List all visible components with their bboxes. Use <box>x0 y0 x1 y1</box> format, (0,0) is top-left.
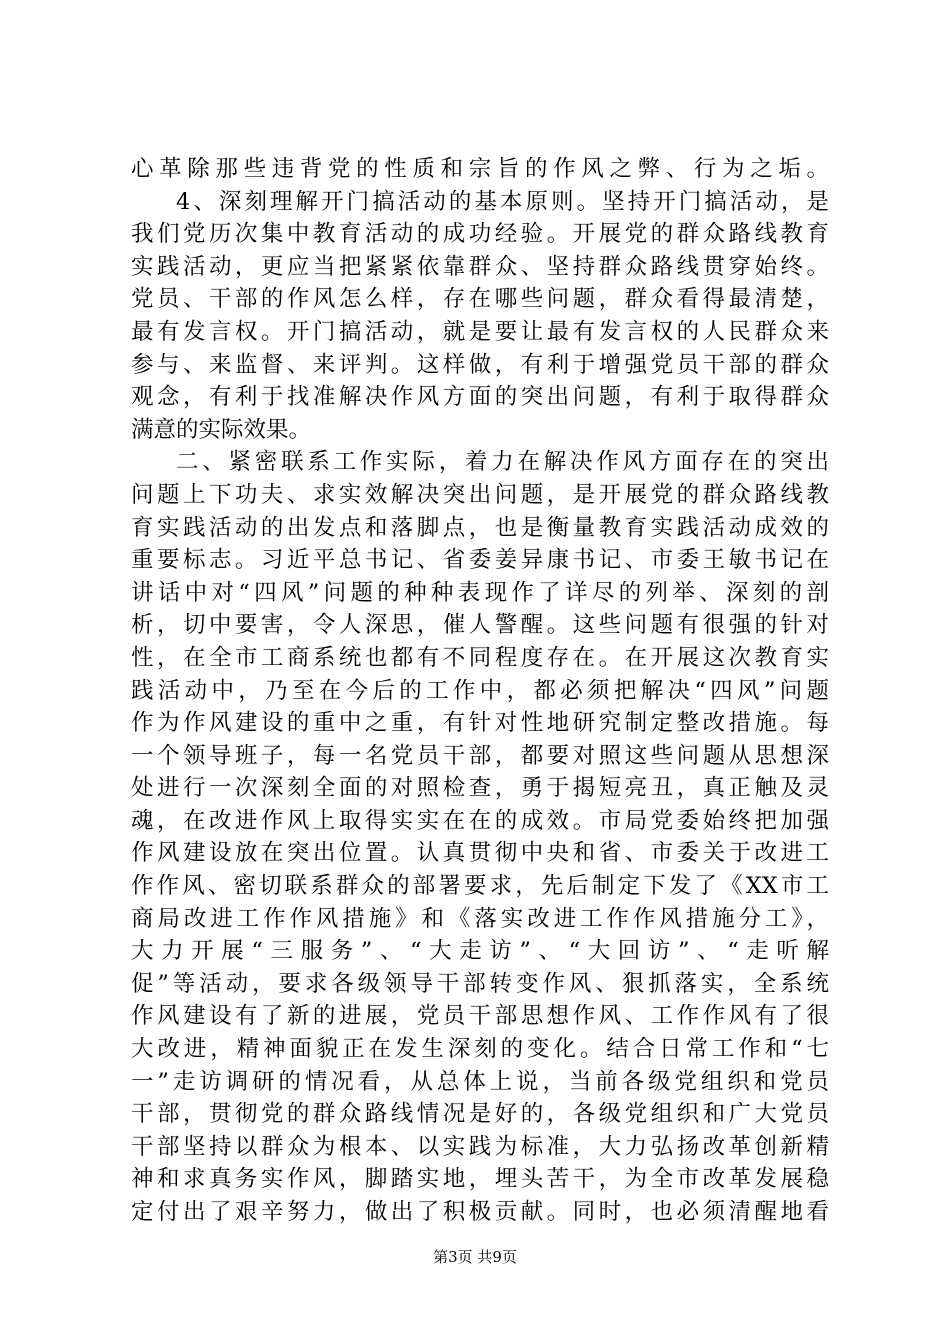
text-line: 一个领导班子，每一名党员干部，都要对照这些问题从思想深 <box>131 742 829 769</box>
text-line: 干部，贯彻党的群众路线情况是好的，各级党组织和广大党员 <box>131 1101 829 1128</box>
text-line: 促”等活动，要求各级领导干部转变作风、狠抓落实，全系统 <box>131 970 829 997</box>
text-line: 商局改进工作作风措施》和《落实改进工作作风措施分工》， <box>131 905 829 932</box>
text-line: 重要标志。习近平总书记、省委姜异康书记、市委王敏书记在 <box>131 547 829 574</box>
text-line: 党员、干部的作风怎么样，存在哪些问题，群众看得最清楚， <box>131 286 829 313</box>
text-line: 二、紧密联系工作实际，着力在解决作风方面存在的突出 <box>176 449 829 476</box>
text-line: 析，切中要害，令人深思，催人警醒。这些问题有很强的针对 <box>131 612 829 639</box>
text-line: 大改进，精神面貌正在发生深刻的变化。结合日常工作和“七 <box>131 1036 829 1063</box>
text-line: 实践活动，更应当把紧紧依靠群众、坚持群众路线贯穿始终。 <box>131 253 829 280</box>
text-line: 性，在全市工商系统也都有不同程度存在。在开展这次教育实 <box>131 644 829 671</box>
text-line: 作风建设放在突出位置。认真贯彻中央和省、市委关于改进工 <box>131 840 829 867</box>
text-line: 作风建设有了新的进展，党员干部思想作风、工作作风有了很 <box>131 1003 829 1030</box>
text-line: 4、深刻理解开门搞活动的基本原则。坚持开门搞活动，是 <box>176 188 829 215</box>
text-line: 我们党历次集中教育活动的成功经验。开展党的群众路线教育 <box>131 221 829 248</box>
text-line: 作作风、密切联系群众的部署要求，先后制定下发了《XX市工 <box>131 873 829 900</box>
text-line: 大力开展“三服务”、“大走访”、“大回访”、“走听解 <box>131 938 829 965</box>
text-line: 满意的实际效果。 <box>131 416 312 443</box>
text-line: 心革除那些违背党的性质和宗旨的作风之弊、行为之垢。 <box>131 156 829 182</box>
text-line: 神和求真务实作风，脚踏实地，埋头苦干，为全市改革发展稳 <box>131 1166 829 1193</box>
text-line: 处进行一次深刻全面的对照检查，勇于揭短亮丑，真正触及灵 <box>131 775 829 802</box>
page-footer <box>0 1247 950 1267</box>
text-line: 干部坚持以群众为根本、以实践为标准，大力弘扬改革创新精 <box>131 1133 829 1160</box>
text-line: 育实践活动的出发点和落脚点，也是衡量教育实践活动成效的 <box>131 514 829 541</box>
body-text <box>131 153 829 1229</box>
page-number: 第3页 共9页 <box>433 1248 517 1266</box>
text-line: 观念，有利于找准解决作风方面的突出问题，有利于取得群众 <box>131 384 829 411</box>
text-line: 定付出了艰辛努力，做出了积极贡献。同时，也必须清醒地看 <box>131 1199 829 1225</box>
text-line: 最有发言权。开门搞活动，就是要让最有发言权的人民群众来 <box>131 318 829 345</box>
text-line: 一”走访调研的情况看，从总体上说，当前各级党组织和党员 <box>131 1068 829 1095</box>
text-line: 践活动中，乃至在今后的工作中，都必须把解决“四风”问题 <box>131 677 829 704</box>
text-line: 参与、来监督、来评判。这样做，有利于增强党员干部的群众 <box>131 351 829 378</box>
text-line: 作为作风建设的重中之重，有针对性地研究制定整改措施。每 <box>131 710 829 737</box>
text-line: 讲话中对“四风”问题的种种表现作了详尽的列举、深刻的剖 <box>131 579 829 606</box>
text-line: 问题上下功夫、求实效解决突出问题，是开展党的群众路线教 <box>131 481 829 508</box>
text-line: 魂，在改进作风上取得实实在在的成效。市局党委始终把加强 <box>131 807 829 834</box>
